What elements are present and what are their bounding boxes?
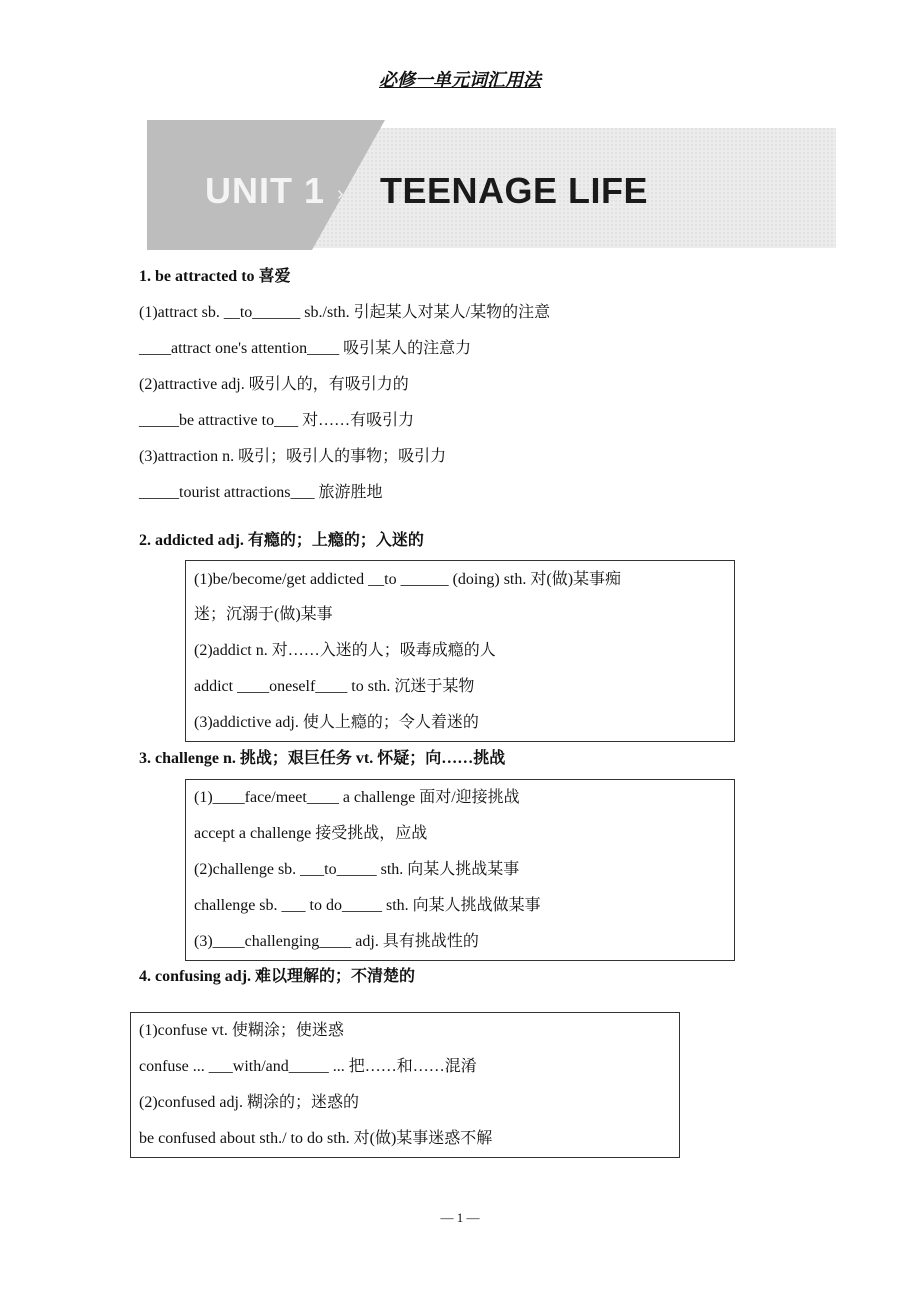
entry-4-line: confuse ... ___with/and_____ ... 把……和……混淆: [139, 1058, 477, 1075]
entry-2-line: (2)addict n. 对……入迷的人；吸毒成瘾的人: [194, 642, 496, 659]
entry-3-line: (2)challenge sb. ___to_____ sth. 向某人挑战某事: [194, 861, 520, 878]
svg-text:›: ›: [337, 183, 344, 205]
entry-1-line: (3)attraction n. 吸引；吸引人的事物；吸引力: [139, 448, 447, 465]
entry-1-line: _____be attractive to___ 对……有吸引力: [139, 412, 415, 429]
entry-3-head: 3. challenge n. 挑战；艰巨任务 vt. 怀疑；向……挑战: [139, 750, 506, 767]
page-title: 必修一单元词汇用法: [379, 70, 541, 90]
page-number: — 1 —: [440, 1210, 480, 1225]
entry-1-head: 1. be attracted to 喜爱: [139, 268, 291, 285]
entry-3-line: (1)____face/meet____ a challenge 面对/迎接挑战: [194, 789, 520, 806]
entry-4-head: 4. confusing adj. 难以理解的；不清楚的: [139, 968, 416, 985]
entry-3-line: challenge sb. ___ to do_____ sth. 向某人挑战做某事: [194, 897, 541, 914]
entry-4-line: be confused about sth./ to do sth. 对(做)某事迷惑不解: [139, 1130, 493, 1147]
entry-2-line: (1)be/become/get addicted __to ______ (doing) sth. 对(做)某事痴: [194, 571, 622, 588]
entry-2-head: 2. addicted adj. 有瘾的；上瘾的；入迷的: [139, 532, 424, 549]
entry-3-line: accept a challenge 接受挑战，应战: [194, 825, 428, 842]
banner-unit: UNIT 1: [205, 170, 326, 211]
entry-2-line: 迷；沉溺于(做)某事: [194, 606, 333, 623]
entry-1-line: ____attract one's attention____ 吸引某人的注意力: [139, 340, 472, 357]
entry-2-line: addict ____oneself____ to sth. 沉迷于某物: [194, 678, 475, 695]
entry-4-line: (1)confuse vt. 使糊涂；使迷惑: [139, 1022, 344, 1039]
entry-2-box: [185, 560, 735, 742]
entry-2-line: (3)addictive adj. 使人上瘾的；令人着迷的: [194, 714, 479, 731]
entry-3-box: [185, 779, 735, 961]
entry-1-line: (1)attract sb. __to______ sb./sth. 引起某人对某人/某物的注意: [139, 304, 551, 321]
entry-4-box: [130, 1012, 680, 1158]
entry-3-line: (3)____challenging____ adj. 具有挑战性的: [194, 933, 479, 950]
banner-title: TEENAGE LIFE: [380, 170, 649, 211]
entry-4-line: (2)confused adj. 糊涂的；迷惑的: [139, 1094, 359, 1111]
entry-1-line: _____tourist attractions___ 旅游胜地: [139, 484, 383, 501]
entry-1-line: (2)attractive adj. 吸引人的，有吸引力的: [139, 376, 409, 393]
